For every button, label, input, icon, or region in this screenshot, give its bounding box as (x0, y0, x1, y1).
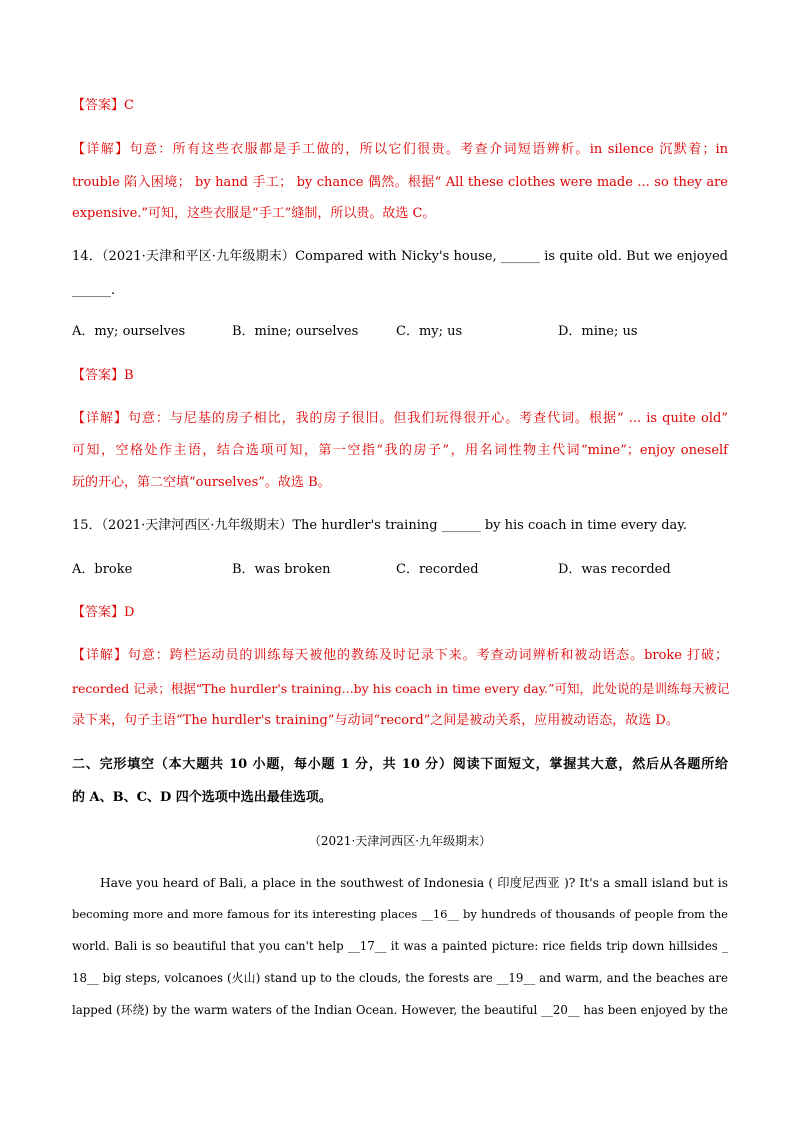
q14-option-c: C．my; us (396, 324, 463, 339)
q15-question: 15．（2021·天津河西区·九年级期末）The hurdler's training ______ by his coach in time every day. (72, 518, 688, 533)
q14-option-b: B．mine; ourselves (232, 324, 359, 339)
section-2-heading-line-2: 的 A、B、C、D 四个选项中选出最佳选项。 (72, 790, 332, 805)
q14-question-line-1: 14．（2021·天津和平区·九年级期末）Compared with Nicky's house, ______ is quite old. But we enjoyed (72, 249, 728, 264)
q15-option-a: A．broke (72, 562, 133, 577)
section-2-heading-line-1: 二、完形填空（本大题共 10 小题，每小题 1 分，共 10 分）阅读下面短文，掌握其大意，然后从各题所给 (72, 757, 728, 772)
q15-detail-line-2: recorded 记录；根据“The hurdler's training...by his coach in time every day.”可知，此处说的是训练每天被记 (72, 681, 730, 696)
passage-line-2: becoming more and more famous for its interesting places __16__ by hundreds of thousands of people from the (72, 907, 728, 921)
q14-option-d: D．mine; us (558, 324, 638, 339)
q14-detail-line-3: 玩的开心，第二空填“ourselves”。故选 B。 (72, 475, 331, 490)
q13-detail-line-1: 【详解】句意：所有这些衣服都是手工做的，所以它们很贵。考查介词短语辨析。in silence 沉默着；in (72, 142, 728, 157)
passage-line-1: Have you heard of Bali, a place in the southwest of Indonesia ( 印度尼西亚 )? It's a small island but is (100, 876, 728, 890)
q14-detail-line-1: 【详解】句意：与尼基的房子相比，我的房子很旧。但我们玩得很开心。考查代词。根据“ ... is quite old” (72, 411, 728, 426)
passage-line-5: lapped (环绕) by the warm waters of the Indian Ocean. However, the beautiful __20__ has been enjoyed by the (72, 1003, 728, 1017)
q15-option-d: D．was recorded (558, 562, 671, 577)
q13-answer: 【答案】C (72, 98, 134, 113)
passage-line-3: world. Bali is so beautiful that you can't help __17__ it was a painted picture: rice fields trip down hillsides _ (72, 939, 728, 953)
q14-question-line-2: ______. (72, 283, 116, 298)
q15-option-c: C．recorded (396, 562, 479, 577)
q15-answer: 【答案】D (72, 605, 135, 620)
q14-option-a: A．my; ourselves (72, 324, 186, 339)
q13-detail-line-2: trouble 陷入困境； by hand 手工； by chance 偶然。根据“ All these clothes were made ... so they are (72, 175, 728, 190)
q15-detail-line-3: 录下来，句子主语“The hurdler's training”与动词“record”之间是被动关系，应用被动语态，故选 D。 (72, 713, 679, 728)
q15-option-b: B．was broken (232, 562, 331, 577)
q13-detail-line-3: expensive.”可知，这些衣服是“手工”缝制，所以贵。故选 C。 (72, 206, 436, 221)
q14-detail-line-2: 可知，空格处作主语，结合选项可知，第一空指“我的房子”，用名词性物主代词“mine”；enjoy oneself (72, 443, 728, 458)
q14-answer: 【答案】B (72, 368, 134, 383)
passage-line-4: 18__ big steps, volcanoes (火山) stand up to the clouds, the forests are __19__ and warm, and the beaches are (72, 971, 728, 985)
passage-source: （2021·天津河西区·九年级期末） (308, 834, 492, 848)
q15-detail-line-1: 【详解】句意：跨栏运动员的训练每天被他的教练及时记录下来。考查动词辨析和被动语态。broke 打破； (72, 648, 728, 663)
